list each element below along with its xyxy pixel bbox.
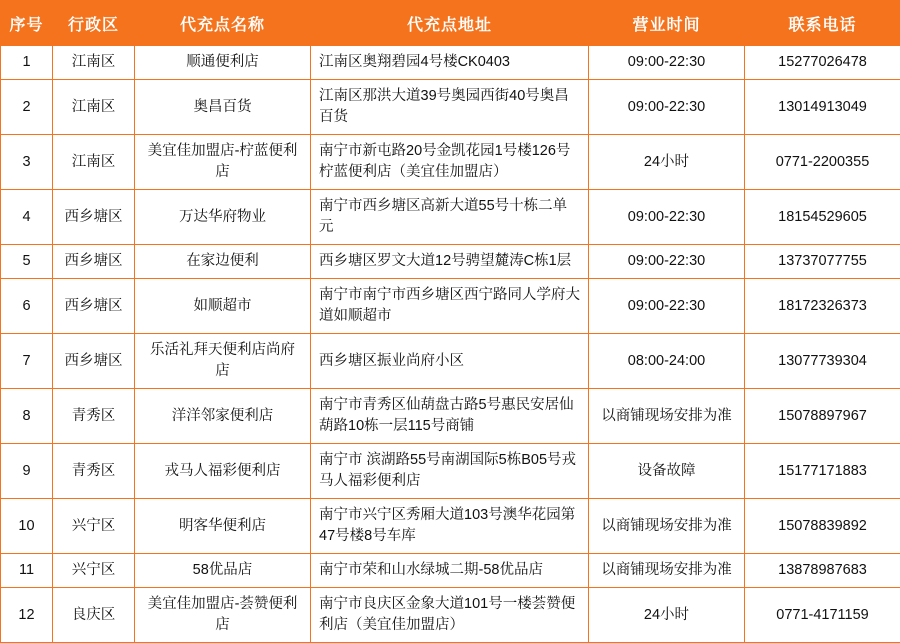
cell-index: 5 <box>1 245 53 279</box>
cell-address: 南宁市青秀区仙葫盘古路5号惠民安居仙葫路10栋一层115号商铺 <box>311 389 589 444</box>
column-header-hours: 营业时间 <box>589 1 745 46</box>
cell-district: 江南区 <box>53 80 135 135</box>
cell-hours: 设备故障 <box>589 444 745 499</box>
cell-phone: 15078897967 <box>745 389 900 444</box>
cell-name: 戎马人福彩便利店 <box>135 444 311 499</box>
cell-name: 万达华府物业 <box>135 190 311 245</box>
table-header <box>1 1 900 46</box>
column-header-district: 行政区 <box>53 1 135 46</box>
cell-index: 8 <box>1 389 53 444</box>
cell-hours: 以商铺现场安排为准 <box>589 499 745 554</box>
table-row <box>1 279 900 334</box>
cell-name: 美宜佳加盟店-柠蓝便利店 <box>135 135 311 190</box>
cell-hours: 09:00-22:30 <box>589 245 745 279</box>
cell-address: 南宁市 滨湖路55号南湖国际5栋B05号戎马人福彩便利店 <box>311 444 589 499</box>
cell-index: 4 <box>1 190 53 245</box>
table-row <box>1 588 900 643</box>
table-row <box>1 245 900 279</box>
cell-phone: 15078839892 <box>745 499 900 554</box>
cell-name: 如顺超市 <box>135 279 311 334</box>
cell-hours: 09:00-22:30 <box>589 80 745 135</box>
cell-phone: 13077739304 <box>745 334 900 389</box>
cell-address: 西乡塘区振业尚府小区 <box>311 334 589 389</box>
cell-address: 南宁市兴宁区秀厢大道103号澳华花园第47号楼8号车库 <box>311 499 589 554</box>
cell-phone: 0771-2200355 <box>745 135 900 190</box>
cell-district: 江南区 <box>53 135 135 190</box>
cell-district: 西乡塘区 <box>53 334 135 389</box>
cell-name: 奥昌百货 <box>135 80 311 135</box>
column-header-address: 代充点地址 <box>311 1 589 46</box>
table-row <box>1 334 900 389</box>
cell-district: 西乡塘区 <box>53 279 135 334</box>
cell-name: 乐活礼拜天便利店尚府店 <box>135 334 311 389</box>
cell-index: 3 <box>1 135 53 190</box>
table-row <box>1 444 900 499</box>
cell-phone: 0771-4171159 <box>745 588 900 643</box>
cell-district: 西乡塘区 <box>53 190 135 245</box>
cell-name: 美宜佳加盟店-荟赞便利店 <box>135 588 311 643</box>
cell-index: 12 <box>1 588 53 643</box>
table-header-row <box>1 1 900 46</box>
column-header-name: 代充点名称 <box>135 1 311 46</box>
cell-name: 明客华便利店 <box>135 499 311 554</box>
cell-hours: 09:00-22:30 <box>589 279 745 334</box>
table-row <box>1 499 900 554</box>
column-header-phone: 联系电话 <box>745 1 900 46</box>
cell-address: 西乡塘区罗文大道12号骋望麓涛C栋1层 <box>311 245 589 279</box>
cell-index: 6 <box>1 279 53 334</box>
table-row <box>1 80 900 135</box>
table-body <box>1 46 900 643</box>
cell-index: 7 <box>1 334 53 389</box>
cell-address: 江南区奥翔碧园4号楼CK0403 <box>311 46 589 80</box>
table-row <box>1 46 900 80</box>
cell-address: 南宁市南宁市西乡塘区西宁路同人学府大道如顺超市 <box>311 279 589 334</box>
cell-index: 10 <box>1 499 53 554</box>
cell-phone: 13878987683 <box>745 554 900 588</box>
table-row <box>1 190 900 245</box>
table-row <box>1 389 900 444</box>
cell-hours: 08:00-24:00 <box>589 334 745 389</box>
cell-district: 青秀区 <box>53 444 135 499</box>
cell-hours: 24小时 <box>589 588 745 643</box>
table-row <box>1 135 900 190</box>
cell-district: 江南区 <box>53 46 135 80</box>
cell-phone: 18172326373 <box>745 279 900 334</box>
cell-address: 南宁市西乡塘区高新大道55号十栋二单元 <box>311 190 589 245</box>
table-row <box>1 554 900 588</box>
cell-hours: 09:00-22:30 <box>589 190 745 245</box>
cell-name: 顺通便利店 <box>135 46 311 80</box>
cell-hours: 09:00-22:30 <box>589 46 745 80</box>
cell-name: 洋洋邻家便利店 <box>135 389 311 444</box>
cell-phone: 15277026478 <box>745 46 900 80</box>
cell-index: 2 <box>1 80 53 135</box>
cell-hours: 以商铺现场安排为准 <box>589 389 745 444</box>
cell-name: 58优品店 <box>135 554 311 588</box>
cell-district: 青秀区 <box>53 389 135 444</box>
cell-name: 在家边便利 <box>135 245 311 279</box>
cell-phone: 13014913049 <box>745 80 900 135</box>
cell-phone: 18154529605 <box>745 190 900 245</box>
cell-district: 兴宁区 <box>53 554 135 588</box>
cell-index: 9 <box>1 444 53 499</box>
column-header-index: 序号 <box>1 1 53 46</box>
cell-phone: 15177171883 <box>745 444 900 499</box>
cell-district: 西乡塘区 <box>53 245 135 279</box>
cell-index: 11 <box>1 554 53 588</box>
cell-phone: 13737077755 <box>745 245 900 279</box>
cell-hours: 24小时 <box>589 135 745 190</box>
cell-address: 南宁市新屯路20号金凯花园1号楼126号柠蓝便利店（美宜佳加盟店） <box>311 135 589 190</box>
cell-hours: 以商铺现场安排为准 <box>589 554 745 588</box>
cell-address: 江南区那洪大道39号奥园西街40号奥昌百货 <box>311 80 589 135</box>
cell-address: 南宁市良庆区金象大道101号一楼荟赞便利店（美宜佳加盟店） <box>311 588 589 643</box>
cell-district: 良庆区 <box>53 588 135 643</box>
cell-index: 1 <box>1 46 53 80</box>
cell-address: 南宁市荣和山水绿城二期-58优品店 <box>311 554 589 588</box>
cell-district: 兴宁区 <box>53 499 135 554</box>
